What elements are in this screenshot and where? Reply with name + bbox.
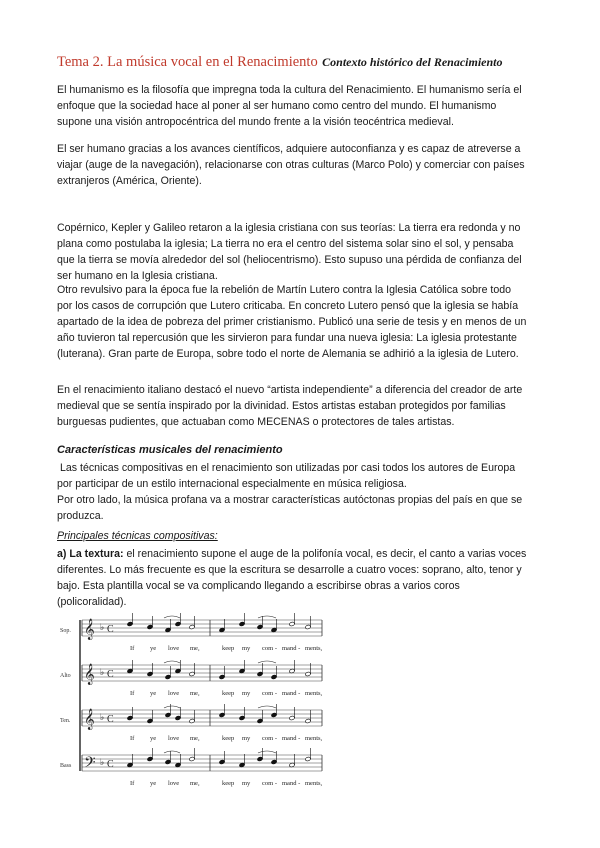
lyric-syllable: mand - xyxy=(282,735,301,742)
lyric-syllable: ments, xyxy=(305,780,323,787)
voice-label: Sop. xyxy=(60,628,71,634)
lyric-syllable: keep xyxy=(222,645,235,652)
lyric-syllable: ye xyxy=(150,780,157,787)
lyric-syllable: keep xyxy=(222,780,235,787)
clef-icon: 𝄞 xyxy=(84,619,95,640)
lyric-syllable: If xyxy=(130,735,135,742)
time-signature: C xyxy=(107,759,114,770)
lyric-syllable: me, xyxy=(190,735,200,742)
textura-text: el renacimiento supone el auge de la polifonía vocal, es decir, el canto a varias voces diferentes. Lo más frecuente es que la escritura se desarrolle a cuatro voces: soprano, alto, tenor y bajo. Esta plantilla vocal se va complicando llegando a escribirse obras a varios coros (policoralidad). xyxy=(57,548,527,608)
lyric-syllable: love xyxy=(168,645,180,652)
voice-label: Alto xyxy=(60,673,71,679)
lyric-syllable: keep xyxy=(222,690,235,697)
paragraph-avances: El ser humano gracias a los avances científicos, adquiere autoconfianza y es capaz de atreverse a viajar (auge de la navegación), relacionarse con otras culturas (Marco Polo) y comerciar con países extranjeros (América, Oriente). xyxy=(57,143,525,187)
lyric-syllable: my xyxy=(242,780,251,787)
paragraph-copernico: Copérnico, Kepler y Galileo retaron a la iglesia cristiana con sus teorías: La tierra era redonda y no plana como postulaba la iglesia; La tierra no era el centro del sistema solar sino el sol, y pensaba que la tierra se movía alrededor del sol (heliocentrismo). Esto supuso una pérdida de confianza del ser humano en la Iglesia cristiana. xyxy=(57,222,522,282)
lyric-syllable: my xyxy=(242,645,251,652)
lyric-syllable: me, xyxy=(190,645,200,652)
lyric-syllable: mand - xyxy=(282,780,301,787)
lyric-syllable: my xyxy=(242,735,251,742)
section-text-2: Por otro lado, la música profana va a mostrar características autóctonas propias del país en que se produzca. xyxy=(57,494,523,522)
lyric-syllable: ye xyxy=(150,645,157,652)
lyric-syllable: com - xyxy=(262,690,277,697)
section-body xyxy=(57,460,529,524)
paragraph-lutero: Otro revulsivo para la época fue la rebelión de Martín Lutero contra la Iglesia Católica sobre todo por los casos de corrupción que Lutero criticaba. En concreto Lutero pensó que la iglesia se había apartado de la idea de pobreza del primer cristianismo. Publicó una serie de tesis y en menos de un año tuvieron tal repercusión que les sirvieron para fundar una nueva iglesia: La iglesia protestante (luterana). Gran parte de Europa, sobre todo el norte de Alemania se adhirió a la iglesia de Lutero. xyxy=(57,284,527,360)
lyric-syllable: com - xyxy=(262,780,277,787)
time-signature: C xyxy=(107,714,114,725)
paragraph-humanismo: El humanismo es la filosofía que impregna toda la cultura del Renacimiento. El humanismo sería el enfoque que la sociedad hace al poner al ser humano como centro del mundo. El humanismo supone una visión antropocéntrica del mundo frente a la visión teocéntrica medieval. xyxy=(57,84,522,128)
voice-label: Ten. xyxy=(60,718,71,724)
lyric-syllable: love xyxy=(168,690,180,697)
document-title xyxy=(57,53,577,71)
lyric-syllable: If xyxy=(130,645,135,652)
music-score-image xyxy=(60,612,324,792)
lyric-syllable: ments, xyxy=(305,645,323,652)
flat-icon: ♭ xyxy=(100,668,105,678)
clef-icon: 𝄞 xyxy=(84,664,95,685)
slur xyxy=(164,661,180,663)
section-heading: Características musicales del renacimiento xyxy=(57,444,283,456)
lyric-syllable: me, xyxy=(190,690,200,697)
lyric-syllable: my xyxy=(242,690,251,697)
slur xyxy=(258,661,276,663)
slur xyxy=(164,616,180,618)
slur xyxy=(164,706,180,708)
title-main: Tema 2. La música vocal en el Renacimiento xyxy=(57,54,318,70)
lyric-syllable: ments, xyxy=(305,690,323,697)
lyric-syllable: keep xyxy=(222,735,235,742)
lyric-syllable: mand - xyxy=(282,645,301,652)
paragraph-textura xyxy=(57,546,529,610)
lyric-syllable: me, xyxy=(190,780,200,787)
slur xyxy=(258,751,276,753)
lyric-syllable: ye xyxy=(150,690,157,697)
lyric-syllable: com - xyxy=(262,735,277,742)
slur xyxy=(164,751,180,753)
lyric-syllable: com - xyxy=(262,645,277,652)
flat-icon: ♭ xyxy=(100,623,105,633)
slur xyxy=(258,616,276,618)
flat-icon: ♭ xyxy=(100,758,105,768)
section-text-1: Las técnicas compositivas en el renacimiento son utilizadas por casi todos los autores de Europa por participar de un estilo internacional especialmente en música religiosa. xyxy=(57,462,516,490)
time-signature: C xyxy=(107,669,114,680)
lyric-syllable: If xyxy=(130,780,135,787)
title-subtitle: Contexto histórico del Renacimiento xyxy=(322,55,503,69)
time-signature: C xyxy=(107,624,114,635)
lyric-syllable: If xyxy=(130,690,135,697)
paragraph-artista: En el renacimiento italiano destacó el nuevo “artista independiente” a diferencia del creador de arte medieval que se sentía inspirado por la divinidad. Estos artistas estaban protegidos por familias burguesas pudientes, que actuaban como MECENAS o protectores de tales artistas. xyxy=(57,384,523,428)
textura-label: a) La textura: xyxy=(57,548,124,560)
clef-icon: 𝄢 xyxy=(84,754,96,775)
lyric-syllable: love xyxy=(168,780,180,787)
techniques-heading: Principales técnicas compositivas: xyxy=(57,530,218,542)
clef-icon: 𝄞 xyxy=(84,709,95,730)
lyric-syllable: love xyxy=(168,735,180,742)
voice-label: Bass xyxy=(60,763,72,769)
lyric-syllable: mand - xyxy=(282,690,301,697)
lyric-syllable: ye xyxy=(150,735,157,742)
lyric-syllable: ments, xyxy=(305,735,323,742)
slur xyxy=(258,706,276,708)
flat-icon: ♭ xyxy=(100,713,105,723)
